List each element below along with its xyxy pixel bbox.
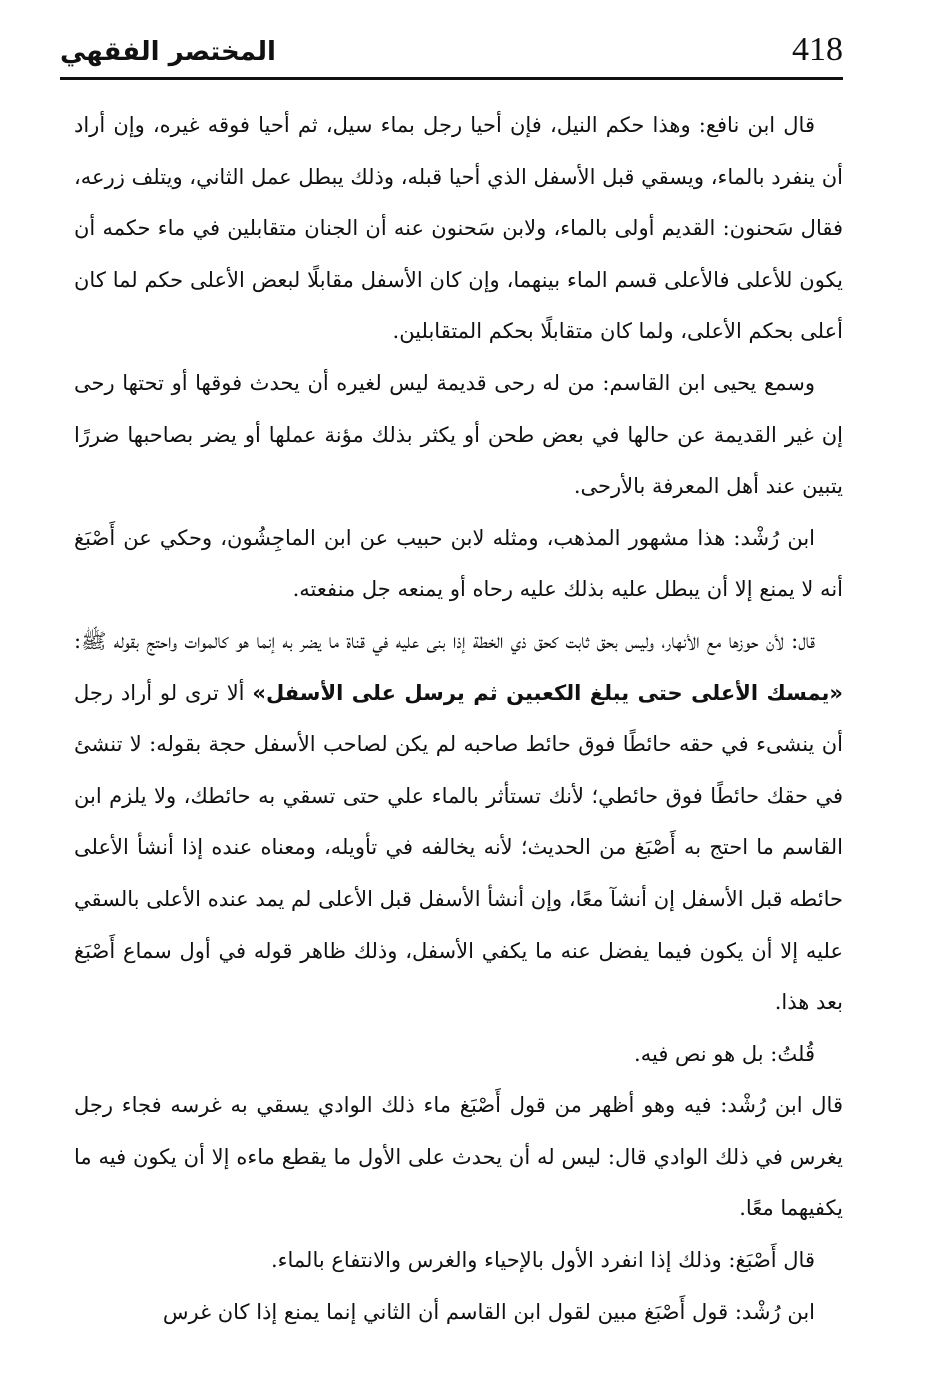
header-rule [60,77,843,80]
paragraph-ibn-rushd-3: ابن رُشْد: قول أَصْبَغ مبين لقول ابن القاسم أن الثاني إنما يمنع إذا كان غرس [162,1299,815,1324]
paragraph-hadith-intro: قال: لأن حوزها مع الأنهار، وليس بحق ثابت كحق ذي الخطة إذا بنى عليه في قناة ما يضر به إنما هو كالموات واحتج بقوله ﷺ: [74,628,815,653]
paragraph-asbagh: قال أَصْبَغ: وذلك إذا انفرد الأول بالإحياء والغرس والانتفاع بالماء. [270,1248,815,1273]
paragraph-yahya-sama: وسمع يحيى ابن القاسم: من له رحى قديمة ليس لغيره أن يحدث فوقها أو تحتها رحى إن غير القديمة عن حالها في بعض طحن أو يكثر بذلك مؤنة عملها أو يضر بصاحبها ضررًا يتبين عند أهل المعرفة بالأرحى. [74,370,843,499]
paragraph-ibn-rushd-2: قال ابن رُشْد: فيه وهو أظهر من قول أَصْبَغ ماء ذلك الوادي يسقي به غرسه فجاء رجل يغرس في ذلك الوادي قال: ليس له أن يحدث على الأول ما يقطع ماءه إلا أن يكون فيه ما يكفيهما معًا. [74,1093,843,1221]
paragraph-ibn-nafi: قال ابن نافع: وهذا حكم النيل، فإن أحيا رجل بماء سيل، ثم أحيا فوقه غيره، وإن أراد أن ينفرد بالماء، ويسقي قبل الأسفل الذي أحيا قبله، وذلك يبطل عمل الثاني، ويتلف زرعه، فقال سَحنون: القديم أولى بالماء، ولابن سَحنون عنه أن الجنان متقابلين في ماء حكمه أن يكون للأعلى فالأعلى قسم الماء بينهما، وإن كان الأسفل مقابلًا لبعض الأعلى حكم لما كان أعلى بحكم الأعلى، ولما كان متقابلًا بحكم المتقابلين. [74,113,843,344]
page-number: 418 [792,31,843,68]
running-title: المختصر الفقهي [60,37,276,67]
paragraph-qultu: قُلتُ: بل هو نص فيه. [634,1041,815,1066]
paragraph-ibn-rushd-1: ابن رُشْد: هذا مشهور المذهب، ومثله لابن حبيب عن ابن الماجِشُون، وحكي عن أَصْبَغ أنه لا يمنع إلا أن يبطل عليه بذلك عليه رحاه أو يمنعه جل منفعته. [74,525,843,602]
page-body [74,100,843,1338]
hadith-quote: «يمسك الأعلى حتى يبلغ الكعبين ثم يرسل على الأسفل» [252,680,844,705]
paragraph-hadith-argument [74,616,843,1029]
paragraph-hadith-continuation: ألا ترى لو أراد رجل أن ينشىء في حقه حائطًا فوق حائط صاحبه لم يكن لصاحب الأسفل حجة بقوله: لا تنشئ في حقك حائطًا فوق حائطي؛ لأنك تستأثر بالماء علي حتى تسقي به حائطك، ولا يلزم ابن القاسم ما احتج به أَصْبَغ من الحديث؛ لأنه يخالفه في تأويله، ومعناه عنده إذا أنشأ الأعلى حائطه قبل الأسفل إن أنشآ معًا، وإن أنشأ الأسفل قبل الأعلى لم يمد عنده الأعلى بالسقي عليه إلا أن يكون فيما يفضل عنه ما يكفي الأسفل، وذلك ظاهر قوله في أول سماع أَصْبَغ بعد هذا. [74,680,843,1015]
page-header [60,22,843,80]
